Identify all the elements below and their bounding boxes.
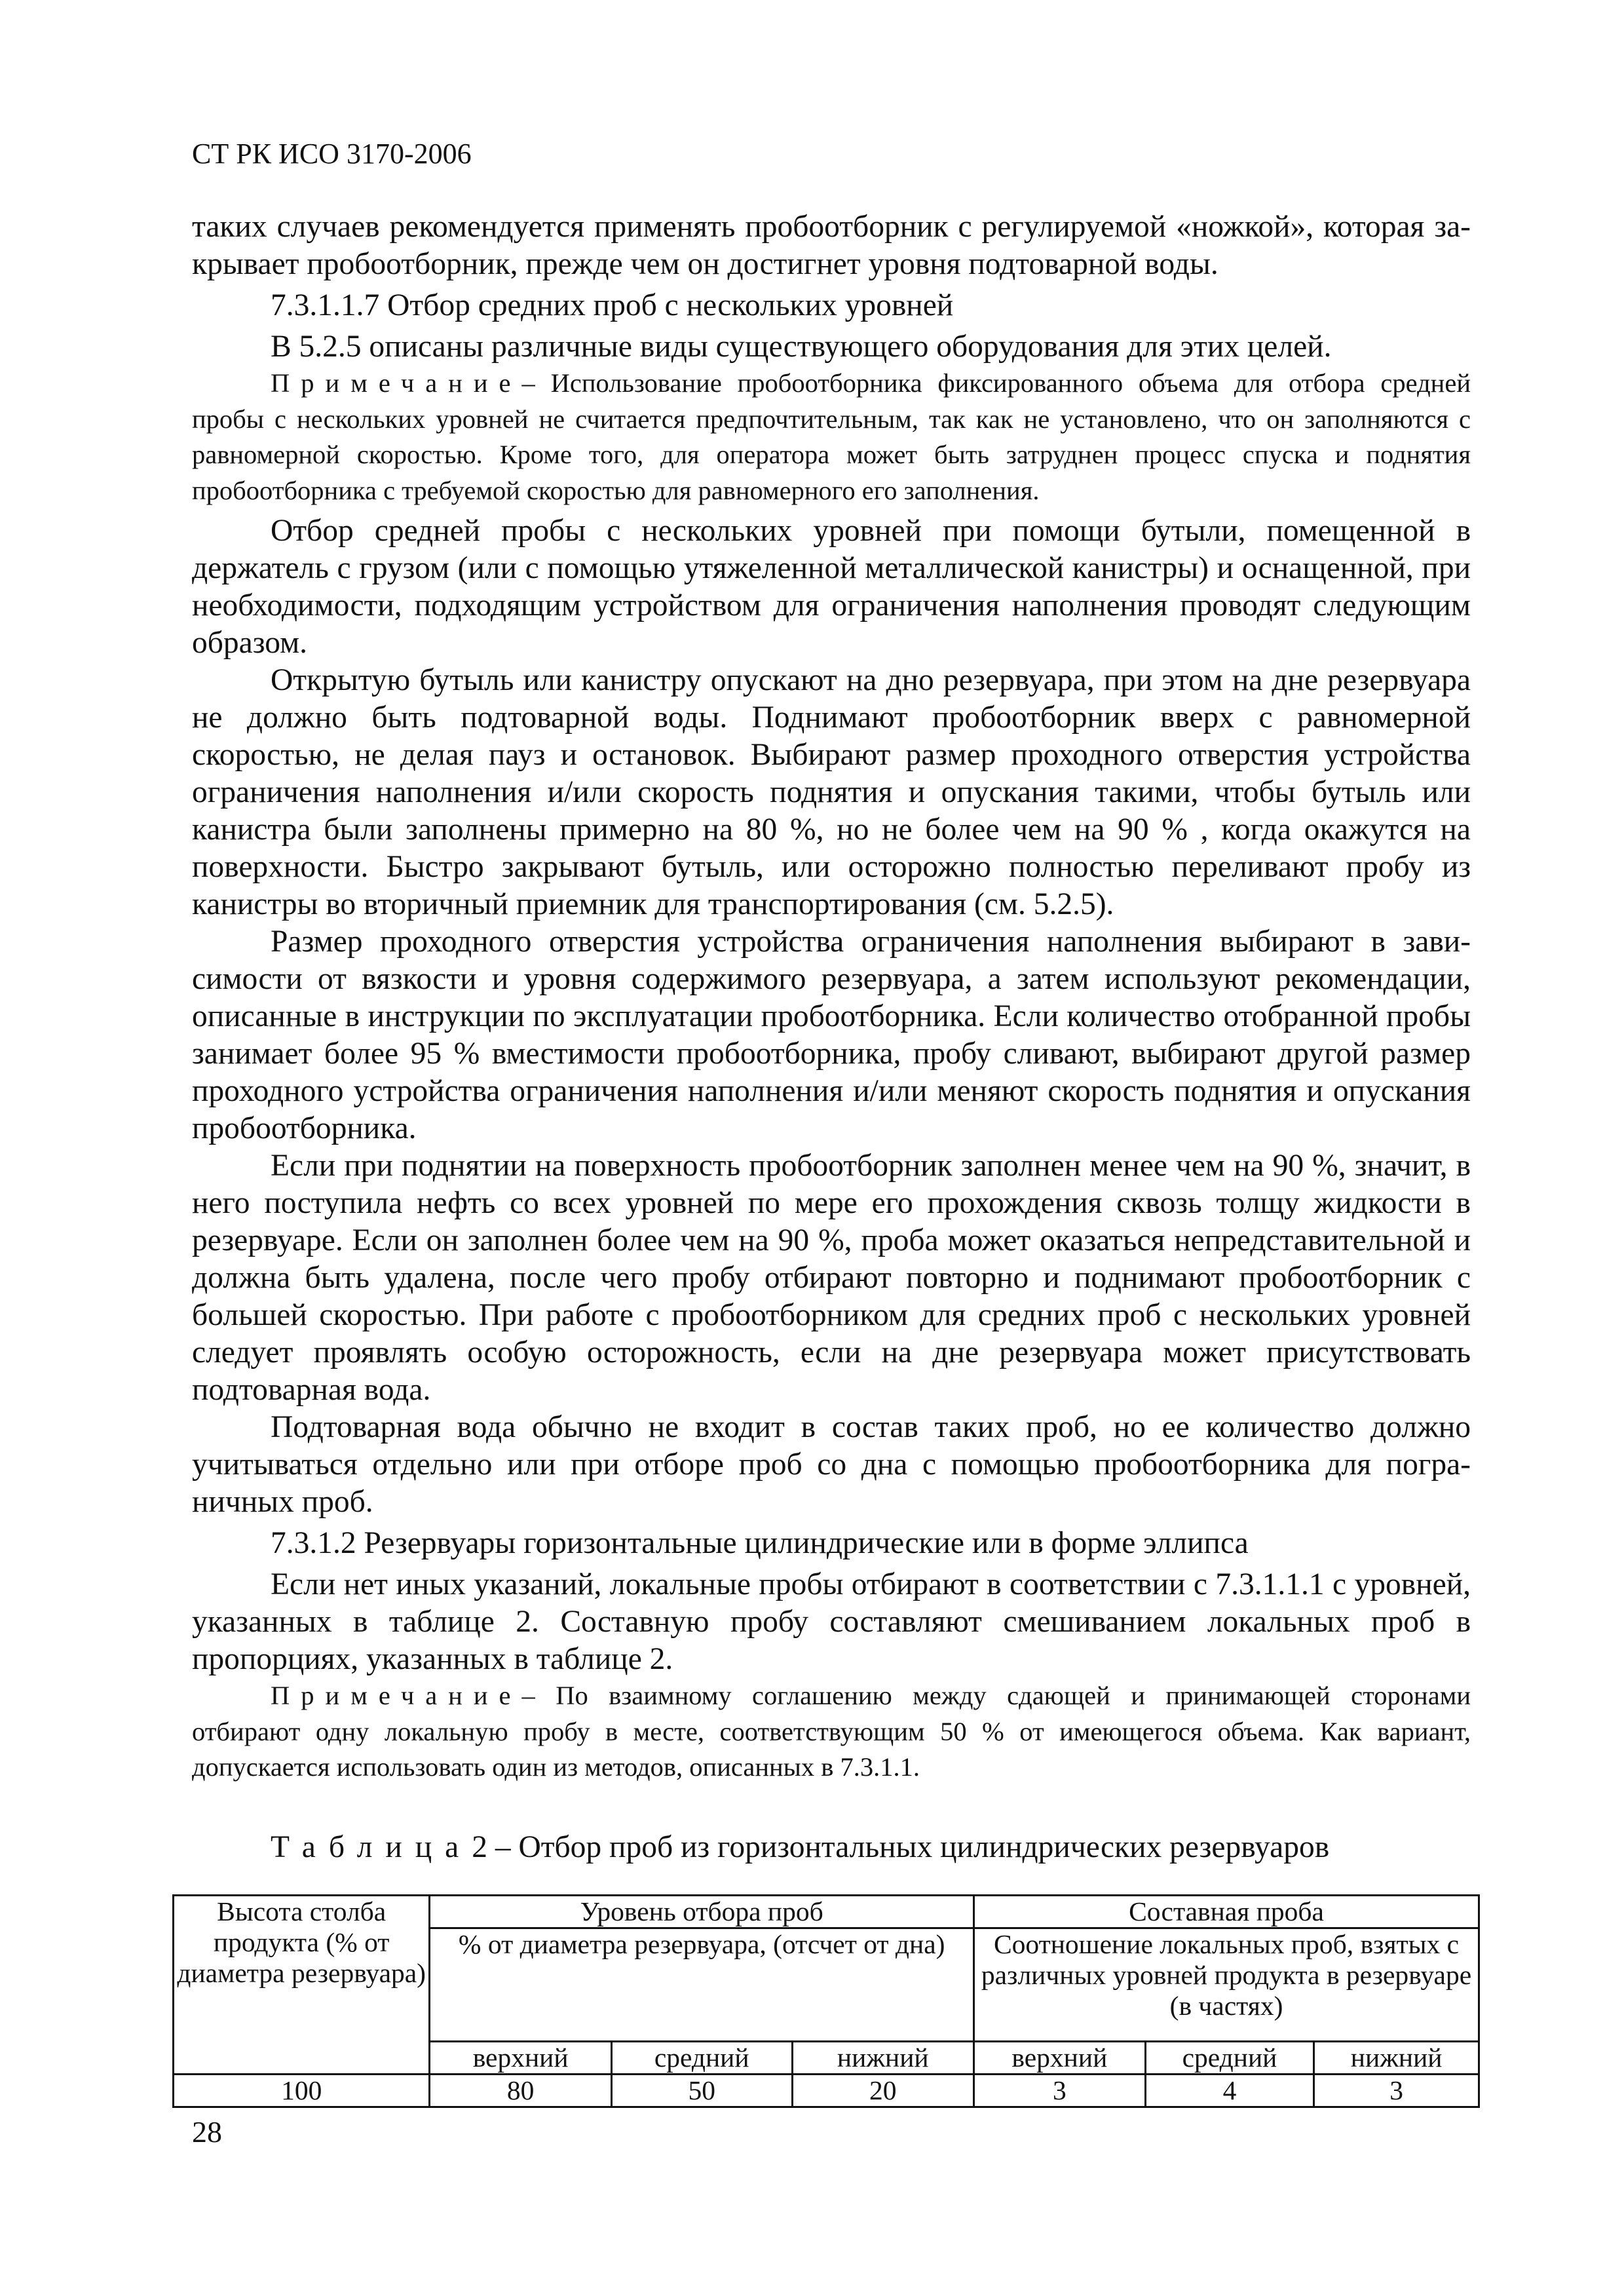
note-label: Примечание (271, 1681, 522, 1710)
table-cell: 50 (611, 2074, 792, 2107)
note-label: Примечание (271, 368, 522, 398)
note-text: – Использование пробоотборника фиксированного объема для отбора средней пробы с нескольких уровней не считается предпочтительным, так как не установлено, что он заполняются с равномерной скоростью. Кроме того, для оператора может быть затруднен процесс спуска и поднятия пробоотборника с требуемой скоростью для равномерного его заполнения. (192, 368, 1471, 505)
table-header-row (174, 1895, 1479, 1928)
section-heading-7-3-1-2: 7.3.1.2 Резервуары горизонтальные цилиндрические или в форме эллипса (271, 1526, 1249, 1560)
subheader-cell: нижний (1314, 2041, 1479, 2074)
standard-header: СТ РК ИСО 3170-2006 (192, 138, 472, 170)
paragraph: Если при поднятии на поверхность пробоотборник заполнен менее чем на 90 %, значит, в него поступила нефть со всех уровней по мере его прохождения сквозь толщу жидкости в резервуаре. Если он заполнен более чем на 90 %, проба может оказаться непредставительной и должна быть удалена, после чего пробу отбирают повторно и поднимают пробоотборник с большей скоростью. При работе с пробоотборником для средних проб с нескольких уровней следует проявлять особую осторожность, если на дне резервуара может присутствовать подтоварная вода. (192, 1149, 1471, 1407)
note-paragraph (192, 366, 1471, 508)
table-caption-label: Таблица (271, 1829, 472, 1864)
paragraph: Подтоварная вода обычно не входит в состав таких проб, но ее количество должно учитываться отдельно или при отборе проб со дна с помощью пробоотборника для пограничных проб. (192, 1410, 1471, 1519)
table-cell: 80 (430, 2074, 612, 2107)
table-row (174, 2074, 1479, 2107)
table-cell: 3 (974, 2074, 1146, 2107)
paragraph-continuation: таких случаев рекомендуется применять пробоотборник с регулируемой «ножкой», которая закрывает пробоотборник, прежде чем он достигнет уровня подтоварной воды. (192, 210, 1471, 281)
sampling-table (172, 1894, 1480, 2108)
table-cell: 20 (792, 2074, 974, 2107)
subheader-cell: верхний (430, 2041, 612, 2074)
paragraph: Размер проходного отверстия устройства ограничения наполнения выбирают в зависимости от вязкости и уровня содержимого резервуара, а затем используют рекомендации, описанные в инструкции по эксплуатации пробоотборника. Если количество отобранной пробы занимает более 95 % вместимости пробоотборника, пробу сливают, выбирают другой размер проходного устройства ограничения наполнения и/или меняют скорость поднятия и опускания пробоотборника. (192, 925, 1471, 1145)
header-cell-level: Уровень отбора проб (430, 1895, 974, 1928)
subheader-cell: верхний (974, 2041, 1146, 2074)
subheader-cell: нижний (792, 2041, 974, 2074)
table-cell: 4 (1145, 2074, 1314, 2107)
table-caption-text: 2 – Отбор проб из горизонтальных цилиндрических резервуаров (472, 1829, 1330, 1864)
paragraph: Открытую бутыль или канистру опускают на дно резервуара, при этом на дне резервуара не должно быть подтоварной воды. Поднимают пробоотборник вверх с равномерной скоростью, не делая пауз и остановок. Выбирают размер проходного отверстия устройства ограничения наполнения и/или скорость поднятия и опускания такими, чтобы бутыль или канистра были заполнены примерно на 80 %, но не более чем на 90 % , когда окажутся на поверхности. Быстро закрывают бутыль, или осторожно полностью переливают пробу из канистры во вторичный приемник для транспортирования (см. 5.2.5). (192, 663, 1471, 921)
note-text: – По взаимному соглашению между сдающей и принимающей сторонами отбирают одну локальную пробу в месте, соответствующим 50 % от имеющегося объема. Как вариант, допускается использовать один из методов, описанных в 7.3.1.1. (192, 1681, 1471, 1782)
paragraph: Если нет иных указаний, локальные пробы отбирают в соответствии с 7.3.1.1.1 с уровней, указанных в таблице 2. Составную пробу составляют смешиванием локальных проб в пропорциях, указанных в таблице 2. (192, 1567, 1471, 1676)
header-cell-composite: Составная проба (974, 1895, 1479, 1928)
table-cell: 100 (174, 2074, 430, 2107)
section-heading-7-3-1-1-7: 7.3.1.1.7 Отбор средних проб с нескольких уровней (271, 288, 954, 322)
paragraph: В 5.2.5 описаны различные виды существующего оборудования для этих целей. (271, 330, 1332, 364)
document-body (177, 208, 1472, 2108)
paragraph: Отбор средней пробы с нескольких уровней при помощи бутыли, помещенной в держатель с грузом (или с помощью утяжеленной металлической канистры) и оснащенной, при необходимости, подходящим устройством для ограничения наполнения проводят следующим образом. (192, 514, 1471, 660)
header-cell-composite-sub: Соотношение локальных проб, взятых с различных уровней продукта в резервуаре (в частях) (974, 1928, 1479, 2041)
table-caption (192, 1827, 1471, 1867)
subheader-cell: средний (1145, 2041, 1314, 2074)
header-cell-height: Высота столба продукта (% от диаметра резервуара) (174, 1895, 430, 2074)
page-number: 28 (192, 2115, 222, 2149)
header-cell-level-sub: % от диаметра резервуара, (отсчет от дна) (430, 1928, 974, 2041)
subheader-cell: средний (611, 2041, 792, 2074)
note-paragraph (192, 1678, 1471, 1786)
table-cell: 3 (1314, 2074, 1479, 2107)
